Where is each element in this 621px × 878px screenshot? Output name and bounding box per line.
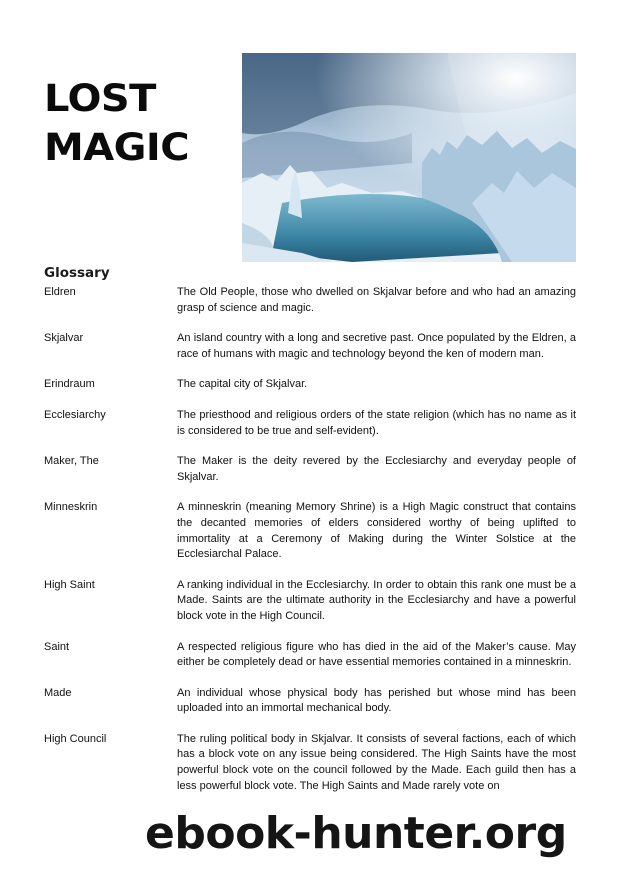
glossary-definition: The capital city of Skjalvar. [177,378,308,391]
glossary-entry [44,686,576,717]
glossary-term: Made [44,686,72,699]
title-line-2: MAGIC [44,126,189,169]
glossary-term: Skjalvar [44,332,84,345]
glossary-entry [44,285,576,316]
glossary-definition: The ruling political body in Skjalvar. It consists of several factions, each of which has a block vote on any issue being considered. The High Saints have the most powerful block vote on the council followed by the Made. Each guild then has a less powerful block vote. The High Saints and Made rarely vote on [177,732,576,792]
title-line-1: LOST [44,77,156,120]
glossary-definition: The priesthood and religious orders of the state religion (which has no name as it is considered to be true and self-evident). [177,408,576,437]
glossary-definition: An individual whose physical body has perished but whose mind has been uploaded into an immortal mechanical body. [177,686,576,715]
glossary-definition: A respected religious figure who has died in the aid of the Maker’s cause. May either be completely dead or have essential memories contained in a minneskrin. [177,640,576,669]
glossary-term: Eldren [44,286,76,298]
glossary-entry [44,732,576,794]
glossary-term: Saint [44,640,70,653]
glossary-term: Maker, The [44,455,99,468]
glossary-definition: The Old People, those who dwelled on Skjalvar before and who had an amazing grasp of science and magic. [177,286,576,314]
glossary-term: High Council [44,732,107,745]
glossary-list [44,285,576,809]
watermark-text: ebook-hunter.org [145,808,567,859]
glossary-definition: An island country with a long and secretive past. Once populated by the Eldren, a race of humans with magic and technology beyond the ken of modern man. [177,332,576,360]
icy-landscape-image [242,53,576,262]
glossary-term: Ecclesiarchy [44,408,106,421]
glossary-entry [44,640,576,671]
glossary-entry [44,408,576,439]
book-title [44,74,189,172]
glossary-entry [44,331,576,362]
glossary-entry [44,454,576,485]
glossary-definition: A ranking individual in the Ecclesiarchy. In order to obtain this rank one must be a Made. Saints are the ultimate authority in the Ecclesiarchy and have a powerful block vote in the High Council. [177,578,576,622]
glossary-term: Erindraum [44,378,95,391]
glossary-term: Minneskrin [44,501,98,514]
glossary-entry [44,377,576,393]
glossary-entry [44,500,576,562]
glossary-definition: A minneskrin (meaning Memory Shrine) is a High Magic construct that contains the decanted memories of elders considered worthy of being uplifted to immortality at a Ceremony of Making during the Winter Solstice at the Ecclesiarchal Palace. [177,501,576,561]
glossary-term: High Saint [44,578,95,591]
glossary-definition: The Maker is the deity revered by the Ecclesiarchy and everyday people of Skjalvar. [177,455,576,483]
glossary-entry [44,578,576,625]
glossary-heading: Glossary [44,265,110,281]
